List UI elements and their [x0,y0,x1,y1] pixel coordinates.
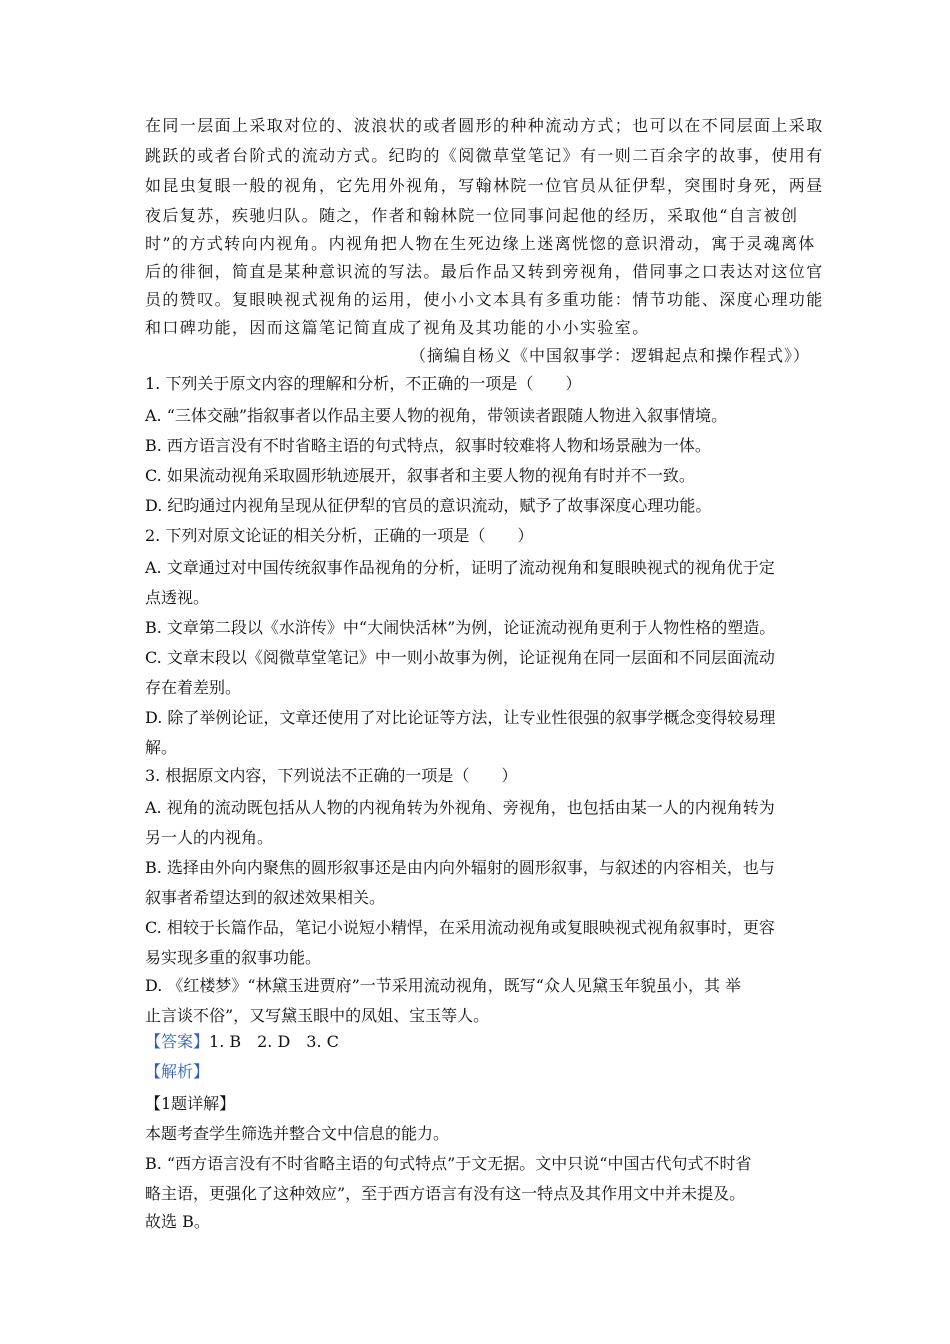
option-line: 存在着差别。 [145,678,242,697]
option-line: B. 西方语言没有不时省略主语的句式特点，叙事时较难将人物和场景融为一体。 [145,436,711,455]
option-line: D. 纪昀通过内视角呈现从征伊犁的官员的意识流动，赋予了故事深度心理功能。 [145,496,712,515]
option-line: 点透视。 [145,588,210,607]
option-line: A. 视角的流动既包括从人物的内视角转为外视角、旁视角，也包括由某一人的内视角转为 [145,798,775,817]
detail-line: 本题考查学生筛选并整合文中信息的能力。 [145,1124,450,1143]
option-line: 另一人的内视角。 [145,828,274,847]
option-line: 叙事者希望达到的叙述效果相关。 [145,888,386,907]
detail-heading: 【1题详解】 [145,1094,236,1113]
option-line: 止言谈不俗”，又写黛玉眼中的凤姐、宝玉等人。 [145,1006,490,1025]
detail-line: 略主语，更强化了这种效应”，至于西方语言有没有这一特点及其作用文中并未提及。 [145,1184,746,1203]
passage-line: 跳跃的或者台阶式的流动方式。纪昀的《阅微草堂笔记》有一则二百余字的故事，使用有 [145,146,824,165]
passage-line: 后的徘徊，简直是某种意识流的写法。最后作品又转到旁视角，借同事之口表达对这位官 [145,262,824,281]
question-3-stem: 3. 根据原文内容，下列说法不正确的一项是（ ） [145,766,518,785]
analysis-tag: 【解析】 [145,1062,210,1081]
option-line: C. 相较于长篇作品，笔记小说短小精悍，在采用流动视角或复眼映视式视角叙事时，更容 [145,918,775,937]
passage-line: 在同一层面上采取对位的、波浪状的或者圆形的种种流动方式；也可以在不同层面上采取 [145,116,824,135]
detail-line: 故选 B。 [145,1212,210,1231]
detail-line: B. “西方语言没有不时省略主语的句式特点”于文无据。文中只说“中国古代句式不时省 [145,1154,752,1173]
option-line: D. 除了举例论证，文章还使用了对比论证等方法，让专业性很强的叙事学概念变得较易理 [145,708,776,727]
option-line: C. 文章末段以《阅微草堂笔记》中一则小故事为例，论证视角在同一层面和不同层面流动 [145,648,775,667]
answer-line [145,1030,825,1054]
passage-line: 如昆虫复眼一般的视角，它先用外视角，写翰林院一位官员从征伊犁，突围时身死，两昼 [145,176,824,195]
source-citation: （摘编自杨义《中国叙事学：逻辑起点和操作程式》） [409,346,810,365]
passage-line: 时”的方式转向内视角。内视角把人物在生死边缘上迷离恍惚的意识滑动，寓于灵魂离体 [145,234,816,253]
answer-tag: 【答案】 [145,1032,210,1051]
option-line: B. 文章第二段以《水浒传》中“大闹快活林”为例，论证流动视角更利于人物性格的塑造。 [145,618,776,637]
option-line: 易实现多重的叙事功能。 [145,948,322,967]
option-line: D. 《红楼梦》“林黛玉进贾府”一节采用流动视角，既写“众人见黛玉年貌虽小，其 举 [145,976,742,995]
answer-value: 1. B 2. D 3. C [209,1032,339,1051]
option-line: A. 文章通过对中国传统叙事作品视角的分析，证明了流动视角和复眼映视式的视角优于定 [145,558,775,577]
option-line: C. 如果流动视角采取圆形轨迹展开，叙事者和主要人物的视角有时并不一致。 [145,466,695,485]
option-line: A. “三体交融”指叙事者以作品主要人物的视角，带领读者跟随人物进入叙事情境。 [145,406,728,425]
passage-line: 夜后复苏，疾驰归队。随之，作者和翰林院一位同事问起他的经历，采取他“自言被创 [145,206,799,225]
option-line: B. 选择由外向内聚焦的圆形叙事还是由内向外辐射的圆形叙事，与叙述的内容相关，也与 [145,858,775,877]
option-line: 解。 [145,738,178,757]
passage-line: 和口碑功能，因而这篇笔记简直成了视角及其功能的小小实验室。 [145,318,650,337]
passage-line: 员的赞叹。复眼映视式视角的运用，使小小文本具有多重功能：情节功能、深度心理功能 [145,290,824,309]
analysis-line [145,1060,825,1084]
question-1-stem: 1. 下列关于原文内容的理解和分析，不正确的一项是（ ） [145,374,582,393]
question-2-stem: 2. 下列对原文论证的相关分析，正确的一项是（ ） [145,526,534,545]
